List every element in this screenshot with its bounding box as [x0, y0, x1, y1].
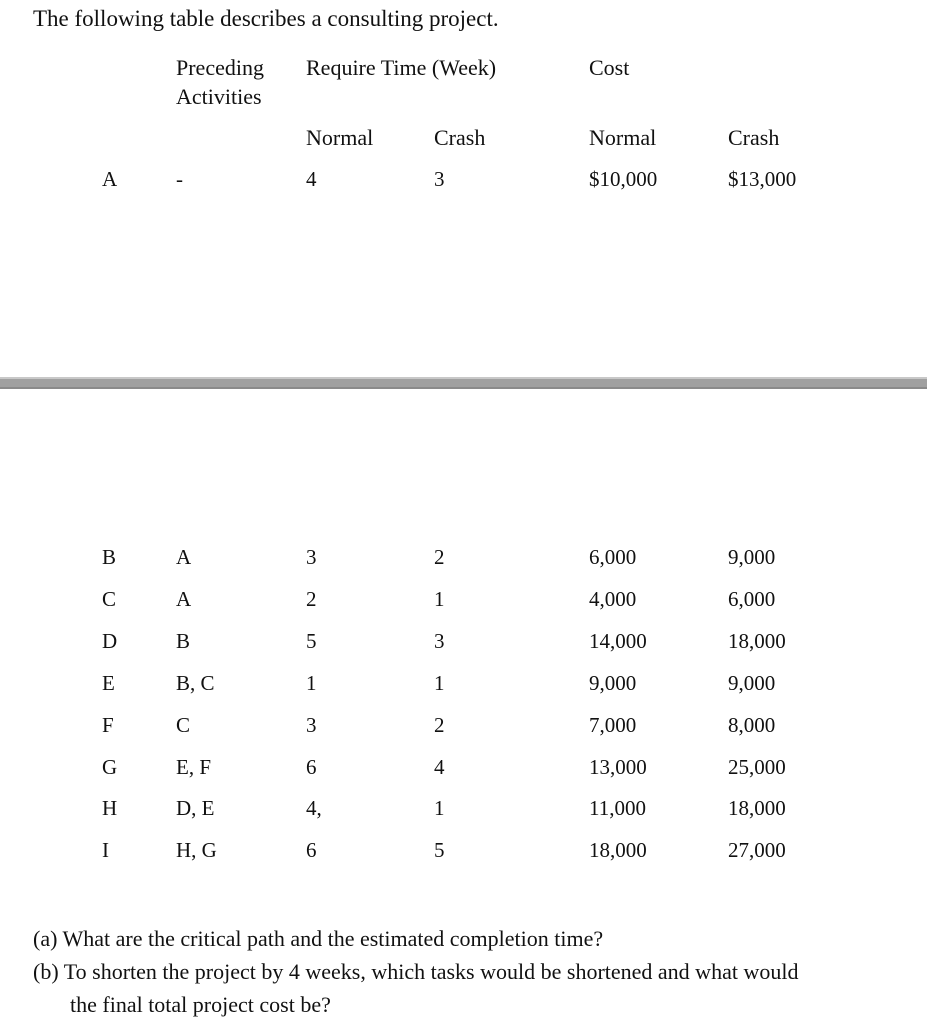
cost-normal-cell: $10,000 — [589, 167, 658, 191]
header-preceding-line1: Preceding — [176, 55, 264, 80]
header-cost: Cost — [589, 55, 630, 80]
time-crash-cell: 3 — [434, 167, 445, 191]
cost-normal-cell: 11,000 — [589, 796, 646, 820]
cost-normal-cell: 4,000 — [589, 587, 637, 611]
cost-normal-cell: 6,000 — [589, 545, 637, 569]
header-preceding — [176, 53, 264, 111]
activity-cell: E — [102, 671, 115, 695]
cost-normal-cell: 7,000 — [589, 713, 637, 737]
time-normal-cell: 4 — [306, 167, 317, 191]
time-normal-cell: 5 — [306, 629, 317, 653]
cost-crash-cell: 9,000 — [728, 545, 776, 569]
header-preceding-line2: Activities — [176, 84, 262, 109]
intro-text: The following table describes a consulting project. — [33, 6, 499, 31]
question-a: (a) What are the critical path and the estimated completion time? — [33, 926, 604, 951]
time-crash-cell: 4 — [434, 755, 445, 779]
cost-crash-cell: $13,000 — [728, 167, 797, 191]
preceding-cell: H, G — [176, 838, 217, 862]
cost-crash-cell: 27,000 — [728, 838, 786, 862]
question-b-line2: the final total project cost be? — [70, 992, 331, 1017]
activity-cell: A — [102, 167, 118, 191]
time-crash-cell: 5 — [434, 838, 445, 862]
cost-normal-cell: 14,000 — [589, 629, 647, 653]
cost-normal-cell: 9,000 — [589, 671, 637, 695]
cost-crash-cell: 8,000 — [728, 713, 776, 737]
header-time-crash: Crash — [434, 125, 486, 150]
preceding-cell: B — [176, 629, 191, 653]
preceding-cell: B, C — [176, 671, 215, 695]
cost-crash-cell: 9,000 — [728, 671, 776, 695]
activity-cell: B — [102, 545, 117, 569]
activity-cell: C — [102, 587, 117, 611]
time-crash-cell: 2 — [434, 713, 445, 737]
page-divider — [0, 377, 927, 389]
time-normal-cell: 2 — [306, 587, 317, 611]
cost-crash-cell: 6,000 — [728, 587, 776, 611]
time-normal-cell: 3 — [306, 545, 317, 569]
header-time-normal: Normal — [306, 125, 374, 150]
cost-crash-cell: 25,000 — [728, 755, 786, 779]
time-crash-cell: 2 — [434, 545, 445, 569]
preceding-cell: E, F — [176, 755, 212, 779]
activity-cell: H — [102, 796, 118, 820]
question-b-line1: (b) To shorten the project by 4 weeks, which tasks would be shortened and what would — [33, 959, 799, 984]
time-normal-cell: 1 — [306, 671, 317, 695]
header-cost-normal: Normal — [589, 125, 657, 150]
time-crash-cell: 1 — [434, 796, 445, 820]
activity-cell: G — [102, 755, 118, 779]
activity-cell: D — [102, 629, 118, 653]
time-normal-cell: 6 — [306, 755, 317, 779]
header-require-time: Require Time (Week) — [306, 55, 497, 80]
preceding-cell: A — [176, 545, 192, 569]
header-cost-crash: Crash — [728, 125, 780, 150]
activity-cell: I — [102, 838, 109, 862]
cost-normal-cell: 13,000 — [589, 755, 647, 779]
cost-crash-cell: 18,000 — [728, 629, 786, 653]
time-crash-cell: 3 — [434, 629, 445, 653]
time-crash-cell: 1 — [434, 671, 445, 695]
preceding-cell: A — [176, 587, 192, 611]
time-crash-cell: 1 — [434, 587, 445, 611]
time-normal-cell: 6 — [306, 838, 317, 862]
time-normal-cell: 3 — [306, 713, 317, 737]
preceding-cell: D, E — [176, 796, 215, 820]
cost-normal-cell: 18,000 — [589, 838, 647, 862]
cost-crash-cell: 18,000 — [728, 796, 786, 820]
preceding-cell: - — [176, 167, 183, 191]
activity-cell: F — [102, 713, 114, 737]
preceding-cell: C — [176, 713, 191, 737]
time-normal-cell: 4, — [306, 796, 322, 820]
